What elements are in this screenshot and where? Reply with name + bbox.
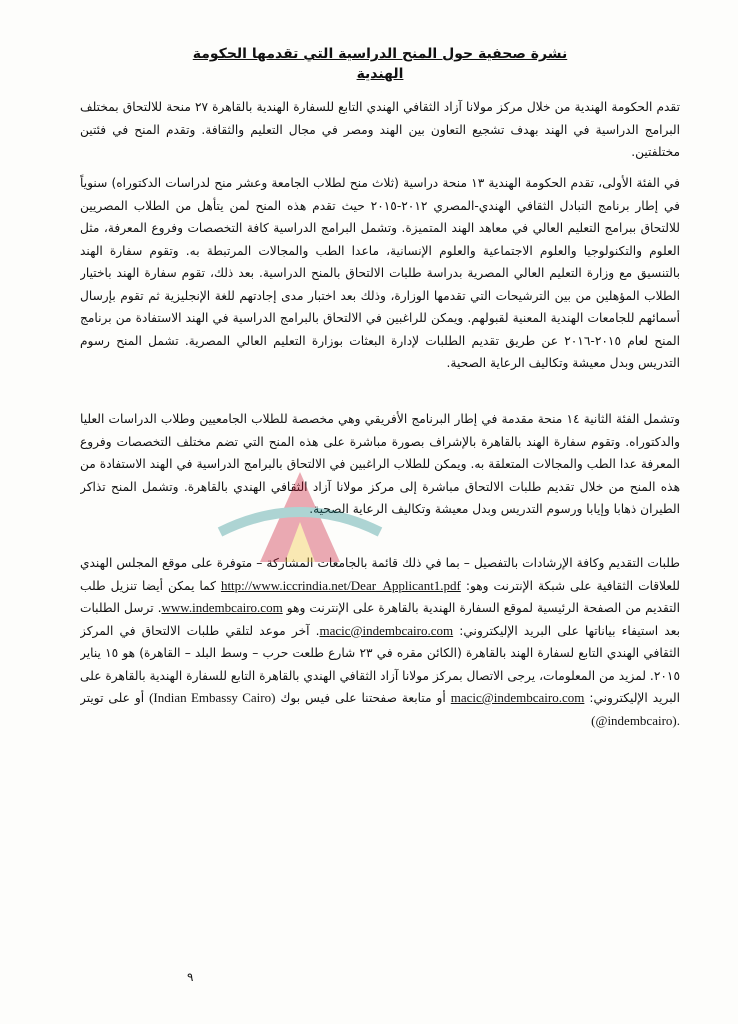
application-text-3: ترسل الطلبات بعد استيفاء بياناتها على البريد الإليكتروني:	[80, 601, 680, 638]
paragraph-intro: تقدم الحكومة الهندية من خلال مركز مولانا آزاد الثقافي الهندي التابع للسفارة الهندية بالقاهرة ٢٧ منحة للالتحاق بمختلف البرامج الدراسية في الهند بهدف تشجيع التعاون بين الهند ومصر في مجال التعليم والثقافة. وتقدم المنح في فئتين مختلفتين.	[80, 100, 680, 159]
footer-mark: ٩	[187, 970, 194, 984]
iccr-pdf-link[interactable]: http://www.iccrindia.net/Dear_Applicant1.pdf	[220, 577, 461, 593]
facebook-handle[interactable]: (Indian Embassy Cairo)	[149, 690, 276, 705]
application-text-4: آخر موعد لتلقي طلبات الالتحاق في المركز الثقافي الهندي التابع لسفارة الهند بالقاهرة (الكائن مقره في ٢٣ شارع طلعت حرب – وسط البلد – القاهرة) هو ١٥ يناير ٢٠١٥. لمزيد من المعلومات، يرجى الاتصال بمركز مولانا آزاد الثقافي الهندي بالقاهرة التابع للسفارة الهندية بالقاهرة على البريد الإليكتروني:	[80, 623, 680, 705]
application-text-1: طلبات التقديم وكافة الإرشادات بالتفصيل – بما في ذلك قائمة بالجامعات المشاركة – متوفرة على موقع المجلس الهندي للعلاقات الثقافية على شبكة الإنترنت وهو:	[80, 556, 680, 593]
paragraph-second-category: وتشمل الفئة الثانية ١٤ منحة مقدمة في إطار البرنامج الأفريقي وهي مخصصة للطلاب الجامعيين وطلاب الدراسات العليا والدكتوراه. وتقوم سفارة الهند بالقاهرة بالإشراف بصورة مباشرة على هذه المنح التي تضم مختلف التخصصات وفروع المعرفة عدا الطب والمجالات المتعلقة به. ويمكن للطلاب الراغبين في الالتحاق بالبرامج الدراسية في الهند الاستفادة من هذه المنح من خلال تقديم طلبات الالتحاق مباشرة إلى مركز مولانا آزاد الثقافي الهندي بالقاهرة. وتشمل المنح تذاكر الطيران ذهابا وإيابا ورسوم التدريس وبدل معيشة وتكاليف الرعاية الصحية.	[80, 412, 680, 516]
paragraph-first-category: في الفئة الأولى، تقدم الحكومة الهندية ١٣ منحة دراسية (ثلاث منح لطلاب الجامعة وعشر منح لدراسات الدكتوراه) سنوياً في إطار برنامج التبادل الثقافي الهندي-المصري ٢٠١٢-٢٠١٥ حيث تقدم هذه المنح لمن يتأهل من الطلاب المصريين للالتحاق ببرامج التعليم العالي في معاهد الهند المتميزة. وتشمل البرامج الدراسية كافة التخصصات وفروع المعرفة، مثل العلوم والتكنولوجيا والعلوم الاجتماعية والعلوم الإنسانية، ماعدا الطب والمجالات المرتبطة به. وتقوم سفارة الهند بالتنسيق مع وزارة التعليم العالي المصرية بدراسة طلبات الالتحاق بالمنح الدراسية. بعد ذلك، تقوم سفارة الهند باختيار الطلاب المؤهلين من بين الترشيحات التي تقدمها الوزارة، وذلك بعد اختبار مدى إجادتهم للغة الإنجليزية ثم تقوم بإرسال أسمائهم للجامعات الهندية المعنية لقبولهم. ويمكن للراغبين في الالتحاق بالبرامج الدراسية في الهند الاستفادة من برنامج المنح لعام ٢٠١٥-٢٠١٦ عن طريق تقديم الطلبات لإدارة البعثات بوزارة التعليم العالي المصرية. تشمل المنح رسوم التدريس وبدل معيشة وتكاليف الرعاية الصحية.	[80, 176, 680, 370]
watermark-logo	[200, 452, 400, 572]
paragraph-application-info: طلبات التقديم وكافة الإرشادات بالتفصيل – بما في ذلك قائمة بالجامعات المشاركة – متوفرة على موقع المجلس الهندي للعلاقات الثقافية على شبكة الإنترنت وهو: http://www.iccrindia.net/Dear_Applicant1.pdf كما يمكن أيضا تنزيل طلب التقديم من الصفحة الرئيسية لموقع السفارة الهندية بالقاهرة على الإنترنت وهو www.indembcairo.com. ترسل الطلبات بعد استيفاء بياناتها على البريد الإليكتروني: macic@indembcairo.com. آخر موعد لتلقي طلبات الالتحاق في المركز الثقافي الهندي التابع لسفارة الهند بالقاهرة (الكائن مقره في ٢٣ شارع طلعت حرب – وسط البلد – القاهرة) هو ١٥ يناير ٢٠١٥. لمزيد من المعلومات، يرجى الاتصال بمركز مولانا آزاد الثقافي الهندي بالقاهرة التابع للسفارة الهندية بالقاهرة على البريد الإليكتروني: macic@indembcairo.com أو متابعة صفحتنا على فيس بوك (Indian Embassy Cairo) أو على تويتر (@indembcairo).	[80, 556, 680, 728]
twitter-handle[interactable]: (@indembcairo).	[591, 712, 680, 728]
email-link-2[interactable]: macic@indembcairo.com	[450, 690, 585, 705]
application-text-6: أو على تويتر	[80, 691, 145, 705]
application-text-2: كما يمكن أيضا تنزيل طلب التقديم من الصفحة الرئيسية لموقع السفارة الهندية بالقاهرة على الإنترنت وهو	[80, 578, 680, 615]
application-text-5: أو متابعة صفحتنا على فيس بوك	[280, 691, 446, 705]
page-title: نشرة صحفية حول المنح الدراسية التي تقدمها الحكومة الهندية	[192, 46, 568, 82]
embassy-website-link[interactable]: www.indembcairo.com	[161, 600, 283, 615]
email-link-1[interactable]: macic@indembcairo.com	[319, 622, 454, 638]
